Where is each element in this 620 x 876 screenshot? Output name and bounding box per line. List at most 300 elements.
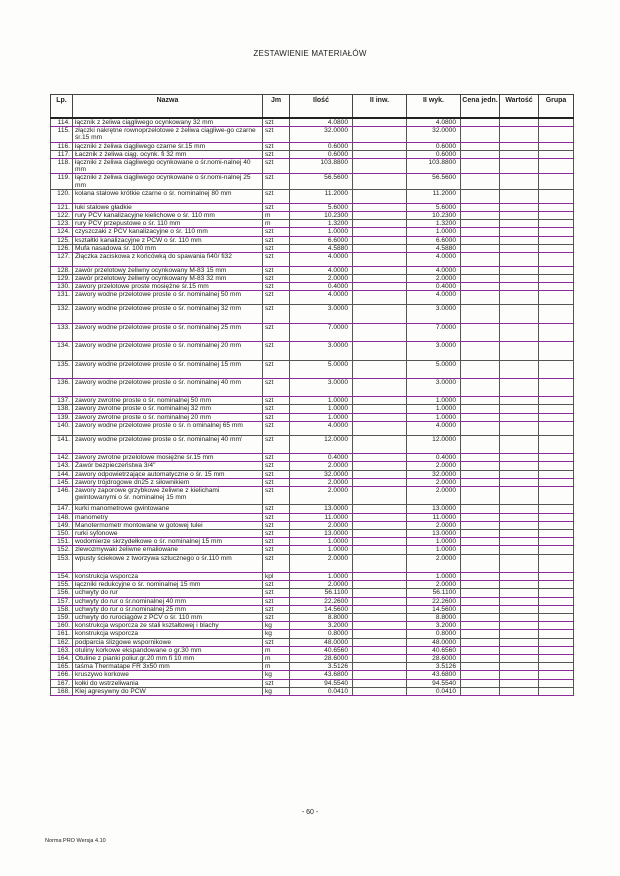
cell-value	[500, 589, 539, 597]
cell-executed: 4.5880	[407, 244, 461, 252]
cell-inventory	[353, 252, 407, 266]
cell-unit: kg	[263, 622, 290, 630]
cell-inventory	[353, 189, 407, 203]
cell-quantity: 0.4000	[290, 454, 353, 462]
col-header-inventory: II inw.	[353, 95, 407, 119]
cell-executed: 103.8800	[407, 159, 461, 174]
table-row	[51, 546, 574, 554]
table-row	[51, 630, 574, 638]
cell-unit-price	[461, 127, 500, 142]
cell-quantity: 2.0000	[290, 478, 353, 486]
cell-executed: 0.6000	[407, 142, 461, 150]
cell-lp: 121.	[51, 203, 73, 211]
cell-value	[500, 118, 539, 127]
cell-unit-price	[461, 655, 500, 663]
cell-group	[539, 323, 574, 341]
cell-value	[500, 244, 539, 252]
cell-group	[539, 189, 574, 203]
cell-name: zawory przelotowe proste mosiężne śr.15 mm	[73, 283, 263, 291]
cell-executed: 5.6000	[407, 203, 461, 211]
cell-name: zawory wodne przelotowe proste o śr. nominalnej 15 mm	[73, 360, 263, 378]
cell-unit: szt	[263, 462, 290, 470]
cell-unit-price	[461, 413, 500, 421]
table-row	[51, 203, 574, 211]
col-header-group: Grupa	[539, 95, 574, 119]
cell-name: manometry	[73, 513, 263, 521]
cell-name: kształtki kanalizacyjne z PCW o śr. 110 mm	[73, 236, 263, 244]
cell-unit: szt	[263, 421, 290, 435]
cell-unit-price	[461, 605, 500, 613]
cell-lp: 161.	[51, 630, 73, 638]
cell-value	[500, 211, 539, 219]
cell-quantity: 1.0000	[290, 538, 353, 546]
cell-name: konstrukcja wsporcza ze stali kształtowej i blachy	[73, 622, 263, 630]
cell-executed: 1.0000	[407, 546, 461, 554]
cell-quantity: 1.0000	[290, 572, 353, 580]
cell-unit: m	[263, 646, 290, 654]
cell-name: zawory wodne przelotowe proste o śr. nominalnej 20 mm	[73, 342, 263, 360]
cell-unit: szt	[263, 605, 290, 613]
cell-name: zawory wodne przelotowe proste o śr. nominalnej 40 mm	[73, 378, 263, 396]
cell-unit: m	[263, 211, 290, 219]
cell-group	[539, 546, 574, 554]
cell-quantity: 0.6000	[290, 150, 353, 158]
cell-inventory	[353, 486, 407, 504]
cell-unit-price	[461, 252, 500, 266]
cell-inventory	[353, 470, 407, 478]
cell-lp: 124.	[51, 228, 73, 236]
cell-lp: 168.	[51, 687, 73, 695]
cell-name: wpusty ściekowe z tworzywa sztucznego o śr.110 mm	[73, 554, 263, 572]
cell-lp: 134.	[51, 342, 73, 360]
cell-lp: 150.	[51, 529, 73, 537]
cell-executed: 43.6800	[407, 671, 461, 679]
cell-inventory	[353, 521, 407, 529]
cell-inventory	[353, 581, 407, 589]
cell-value	[500, 622, 539, 630]
cell-inventory	[353, 421, 407, 435]
cell-lp: 144.	[51, 470, 73, 478]
cell-inventory	[353, 203, 407, 211]
cell-quantity: 2.0000	[290, 275, 353, 283]
cell-quantity: 103.8800	[290, 159, 353, 174]
cell-unit: szt	[263, 513, 290, 521]
cell-unit: szt	[263, 538, 290, 546]
cell-value	[500, 505, 539, 513]
cell-unit-price	[461, 397, 500, 405]
cell-lp: 151.	[51, 538, 73, 546]
table-row	[51, 589, 574, 597]
cell-lp: 162.	[51, 638, 73, 646]
cell-unit-price	[461, 521, 500, 529]
cell-group	[539, 630, 574, 638]
table-header-row	[51, 95, 574, 119]
cell-group	[539, 220, 574, 228]
cell-lp: 166.	[51, 671, 73, 679]
cell-unit: szt	[263, 589, 290, 597]
cell-inventory	[353, 435, 407, 453]
cell-inventory	[353, 244, 407, 252]
cell-executed: 8.8000	[407, 614, 461, 622]
cell-group	[539, 486, 574, 504]
cell-unit-price	[461, 203, 500, 211]
cell-executed: 2.0000	[407, 554, 461, 572]
cell-quantity: 22.2600	[290, 597, 353, 605]
cell-quantity: 4.0000	[290, 252, 353, 266]
cell-unit-price	[461, 421, 500, 435]
cell-group	[539, 291, 574, 305]
cell-group	[539, 150, 574, 158]
table-row	[51, 360, 574, 378]
cell-unit: szt	[263, 360, 290, 378]
cell-group	[539, 679, 574, 687]
cell-unit: kg	[263, 687, 290, 695]
cell-unit-price	[461, 435, 500, 453]
cell-unit-price	[461, 462, 500, 470]
table-row	[51, 614, 574, 622]
cell-quantity: 0.4000	[290, 283, 353, 291]
table-row	[51, 323, 574, 341]
cell-inventory	[353, 589, 407, 597]
cell-value	[500, 470, 539, 478]
cell-group	[539, 572, 574, 580]
table-row	[51, 342, 574, 360]
table-row	[51, 572, 574, 580]
cell-executed: 7.0000	[407, 323, 461, 341]
cell-unit-price	[461, 305, 500, 323]
cell-unit: szt	[263, 405, 290, 413]
cell-lp: 133.	[51, 323, 73, 341]
cell-executed: 40.6560	[407, 646, 461, 654]
cell-unit: szt	[263, 150, 290, 158]
cell-unit-price	[461, 538, 500, 546]
col-header-quantity: Ilość	[290, 95, 353, 119]
cell-value	[500, 630, 539, 638]
cell-name: kolana stalowe krótkie czarne o śr. nominalnej 80 mm	[73, 189, 263, 203]
cell-inventory	[353, 342, 407, 360]
cell-group	[539, 597, 574, 605]
cell-group	[539, 462, 574, 470]
cell-name: kurki manometrowe gwintowane	[73, 505, 263, 513]
cell-unit: szt	[263, 323, 290, 341]
cell-group	[539, 687, 574, 695]
cell-executed: 6.6000	[407, 236, 461, 244]
table-row	[51, 174, 574, 189]
cell-group	[539, 159, 574, 174]
cell-quantity: 2.0000	[290, 521, 353, 529]
cell-unit-price	[461, 505, 500, 513]
cell-unit-price	[461, 478, 500, 486]
cell-unit-price	[461, 513, 500, 521]
cell-group	[539, 275, 574, 283]
cell-group	[539, 413, 574, 421]
cell-name: uchwyty do rur	[73, 589, 263, 597]
cell-group	[539, 397, 574, 405]
cell-lp: 164.	[51, 655, 73, 663]
cell-group	[539, 478, 574, 486]
cell-name: czyszczaki z PCV kanalizacyjne o śr. 110 mm	[73, 228, 263, 236]
cell-value	[500, 189, 539, 203]
cell-unit-price	[461, 220, 500, 228]
cell-inventory	[353, 159, 407, 174]
cell-inventory	[353, 679, 407, 687]
table-row	[51, 150, 574, 158]
cell-lp: 115.	[51, 127, 73, 142]
cell-unit: szt	[263, 236, 290, 244]
cell-executed: 1.0000	[407, 538, 461, 546]
cell-inventory	[353, 413, 407, 421]
cell-quantity: 3.5126	[290, 663, 353, 671]
cell-unit: szt	[263, 486, 290, 504]
cell-lp: 136.	[51, 378, 73, 396]
cell-lp: 156.	[51, 589, 73, 597]
cell-inventory	[353, 655, 407, 663]
cell-group	[539, 614, 574, 622]
cell-unit-price	[461, 291, 500, 305]
cell-quantity: 8.8000	[290, 614, 353, 622]
table-row	[51, 266, 574, 274]
cell-unit-price	[461, 589, 500, 597]
cell-inventory	[353, 687, 407, 695]
table-row	[51, 220, 574, 228]
cell-value	[500, 486, 539, 504]
cell-name: Złączka zaciskowa z końcówką do spawania fi40/ fi32	[73, 252, 263, 266]
cell-name: Manotermometr montowane w gotowej tulei	[73, 521, 263, 529]
table-row	[51, 305, 574, 323]
cell-executed: 4.0800	[407, 118, 461, 127]
cell-inventory	[353, 228, 407, 236]
cell-unit-price	[461, 150, 500, 158]
cell-lp: 119.	[51, 174, 73, 189]
cell-group	[539, 470, 574, 478]
cell-quantity: 4.0000	[290, 421, 353, 435]
cell-name: zlewozmywaki żeliwne emaliowane	[73, 546, 263, 554]
cell-inventory	[353, 638, 407, 646]
cell-executed: 2.0000	[407, 521, 461, 529]
cell-group	[539, 405, 574, 413]
cell-quantity: 32.0000	[290, 470, 353, 478]
cell-name: zawory wodne przelotowe proste o śr. nominalnej 25 mm	[73, 323, 263, 341]
cell-quantity: 14.5600	[290, 605, 353, 613]
cell-quantity: 3.0000	[290, 305, 353, 323]
cell-unit-price	[461, 142, 500, 150]
cell-quantity: 3.0000	[290, 342, 353, 360]
table-row	[51, 118, 574, 127]
cell-group	[539, 421, 574, 435]
cell-group	[539, 118, 574, 127]
cell-group	[539, 529, 574, 537]
cell-lp: 146.	[51, 486, 73, 504]
cell-quantity: 5.6000	[290, 203, 353, 211]
cell-inventory	[353, 671, 407, 679]
cell-quantity: 4.0000	[290, 266, 353, 274]
cell-quantity: 1.0000	[290, 397, 353, 405]
cell-quantity: 11.0000	[290, 513, 353, 521]
cell-quantity: 1.0000	[290, 228, 353, 236]
cell-unit: szt	[263, 266, 290, 274]
cell-value	[500, 655, 539, 663]
cell-executed: 3.5126	[407, 663, 461, 671]
cell-unit: m	[263, 220, 290, 228]
cell-inventory	[353, 405, 407, 413]
cell-unit-price	[461, 236, 500, 244]
cell-quantity: 2.0000	[290, 486, 353, 504]
cell-group	[539, 671, 574, 679]
cell-unit-price	[461, 454, 500, 462]
cell-executed: 3.0000	[407, 342, 461, 360]
cell-unit: szt	[263, 275, 290, 283]
cell-name: zawory trójdrogowe dn25 z siłownikiem	[73, 478, 263, 486]
cell-unit-price	[461, 663, 500, 671]
cell-name: konstrukcja wsporcza	[73, 572, 263, 580]
cell-value	[500, 614, 539, 622]
cell-lp: 163.	[51, 646, 73, 654]
cell-unit: szt	[263, 291, 290, 305]
cell-group	[539, 538, 574, 546]
cell-value	[500, 228, 539, 236]
cell-unit: szt	[263, 244, 290, 252]
cell-quantity: 13.0000	[290, 505, 353, 513]
cell-quantity: 4.0800	[290, 118, 353, 127]
cell-unit: szt	[263, 159, 290, 174]
cell-value	[500, 454, 539, 462]
cell-inventory	[353, 505, 407, 513]
cell-value	[500, 142, 539, 150]
cell-executed: 11.2000	[407, 189, 461, 203]
table-row	[51, 291, 574, 305]
cell-group	[539, 211, 574, 219]
cell-name: zawór przelotowy żeliwny ocynkowany M-83 15 mm	[73, 266, 263, 274]
cell-unit: m	[263, 663, 290, 671]
table-row	[51, 478, 574, 486]
cell-group	[539, 435, 574, 453]
cell-unit: szt	[263, 679, 290, 687]
cell-unit: szt	[263, 378, 290, 396]
table-row	[51, 435, 574, 453]
cell-value	[500, 252, 539, 266]
cell-executed: 0.8000	[407, 630, 461, 638]
cell-unit: szt	[263, 342, 290, 360]
cell-name: Zawór bezpieczeństwa 3/4"	[73, 462, 263, 470]
cell-value	[500, 597, 539, 605]
cell-inventory	[353, 118, 407, 127]
cell-quantity: 56.5600	[290, 174, 353, 189]
cell-executed: 2.0000	[407, 462, 461, 470]
cell-value	[500, 378, 539, 396]
cell-value	[500, 538, 539, 546]
cell-executed: 13.0000	[407, 505, 461, 513]
cell-lp: 125.	[51, 236, 73, 244]
cell-unit: szt	[263, 283, 290, 291]
table-row	[51, 454, 574, 462]
cell-executed: 1.3200	[407, 220, 461, 228]
table-row	[51, 646, 574, 654]
cell-executed: 4.0000	[407, 266, 461, 274]
cell-lp: 139.	[51, 413, 73, 421]
cell-name: łączniki z żeliwa ciągliwego ocynkowane o śr.nomi-nalnej 40 mm	[73, 159, 263, 174]
table-row	[51, 663, 574, 671]
cell-lp: 152.	[51, 546, 73, 554]
cell-group	[539, 266, 574, 274]
cell-quantity: 1.0000	[290, 546, 353, 554]
table-row	[51, 283, 574, 291]
cell-value	[500, 203, 539, 211]
cell-unit: szt	[263, 614, 290, 622]
cell-inventory	[353, 605, 407, 613]
cell-inventory	[353, 360, 407, 378]
cell-executed: 1.0000	[407, 397, 461, 405]
table-row	[51, 397, 574, 405]
cell-inventory	[353, 538, 407, 546]
cell-inventory	[353, 323, 407, 341]
cell-name: zawory zwrotne proste o śr. nominalnej 50 mm	[73, 397, 263, 405]
table-row	[51, 189, 574, 203]
table-row	[51, 275, 574, 283]
cell-unit-price	[461, 118, 500, 127]
cell-value	[500, 638, 539, 646]
table-row	[51, 505, 574, 513]
cell-quantity: 1.0000	[290, 413, 353, 421]
cell-unit: szt	[263, 127, 290, 142]
cell-quantity: 5.0000	[290, 360, 353, 378]
cell-quantity: 0.8000	[290, 630, 353, 638]
cell-inventory	[353, 305, 407, 323]
cell-value	[500, 581, 539, 589]
cell-name: zawory zwrotne przelotowe mosiężne śr.15 mm	[73, 454, 263, 462]
table-row	[51, 405, 574, 413]
cell-executed: 0.0410	[407, 687, 461, 695]
cell-unit-price	[461, 189, 500, 203]
cell-lp: 135.	[51, 360, 73, 378]
cell-executed: 32.0000	[407, 470, 461, 478]
cell-group	[539, 505, 574, 513]
table-row	[51, 581, 574, 589]
cell-unit-price	[461, 283, 500, 291]
table-row	[51, 671, 574, 679]
table-row	[51, 470, 574, 478]
cell-group	[539, 638, 574, 646]
cell-inventory	[353, 127, 407, 142]
cell-executed: 11.0000	[407, 513, 461, 521]
cell-inventory	[353, 220, 407, 228]
cell-unit: szt	[263, 454, 290, 462]
cell-executed: 48.0000	[407, 638, 461, 646]
cell-executed: 94.5540	[407, 679, 461, 687]
cell-quantity: 0.6000	[290, 142, 353, 150]
cell-lp: 130.	[51, 283, 73, 291]
cell-unit-price	[461, 378, 500, 396]
cell-name: rury PCV przepustowe o śr. 110 mm	[73, 220, 263, 228]
cell-lp: 160.	[51, 622, 73, 630]
table-row	[51, 421, 574, 435]
cell-name: zawory odpowietrzające automatyczne o śr. 15 mm	[73, 470, 263, 478]
cell-group	[539, 589, 574, 597]
table-row	[51, 159, 574, 174]
cell-executed: 1.0000	[407, 405, 461, 413]
cell-lp: 147.	[51, 505, 73, 513]
cell-unit: szt	[263, 581, 290, 589]
cell-inventory	[353, 462, 407, 470]
cell-value	[500, 397, 539, 405]
cell-inventory	[353, 174, 407, 189]
cell-unit: szt	[263, 521, 290, 529]
cell-unit-price	[461, 572, 500, 580]
cell-value	[500, 360, 539, 378]
cell-name: Otuline z pianki poliur.gr.20 mm fi 10 mm	[73, 655, 263, 663]
cell-name: zawór przelotowy żeliwny ocynkowany M-83 32 mm	[73, 275, 263, 283]
cell-lp: 158.	[51, 605, 73, 613]
cell-unit: szt	[263, 554, 290, 572]
